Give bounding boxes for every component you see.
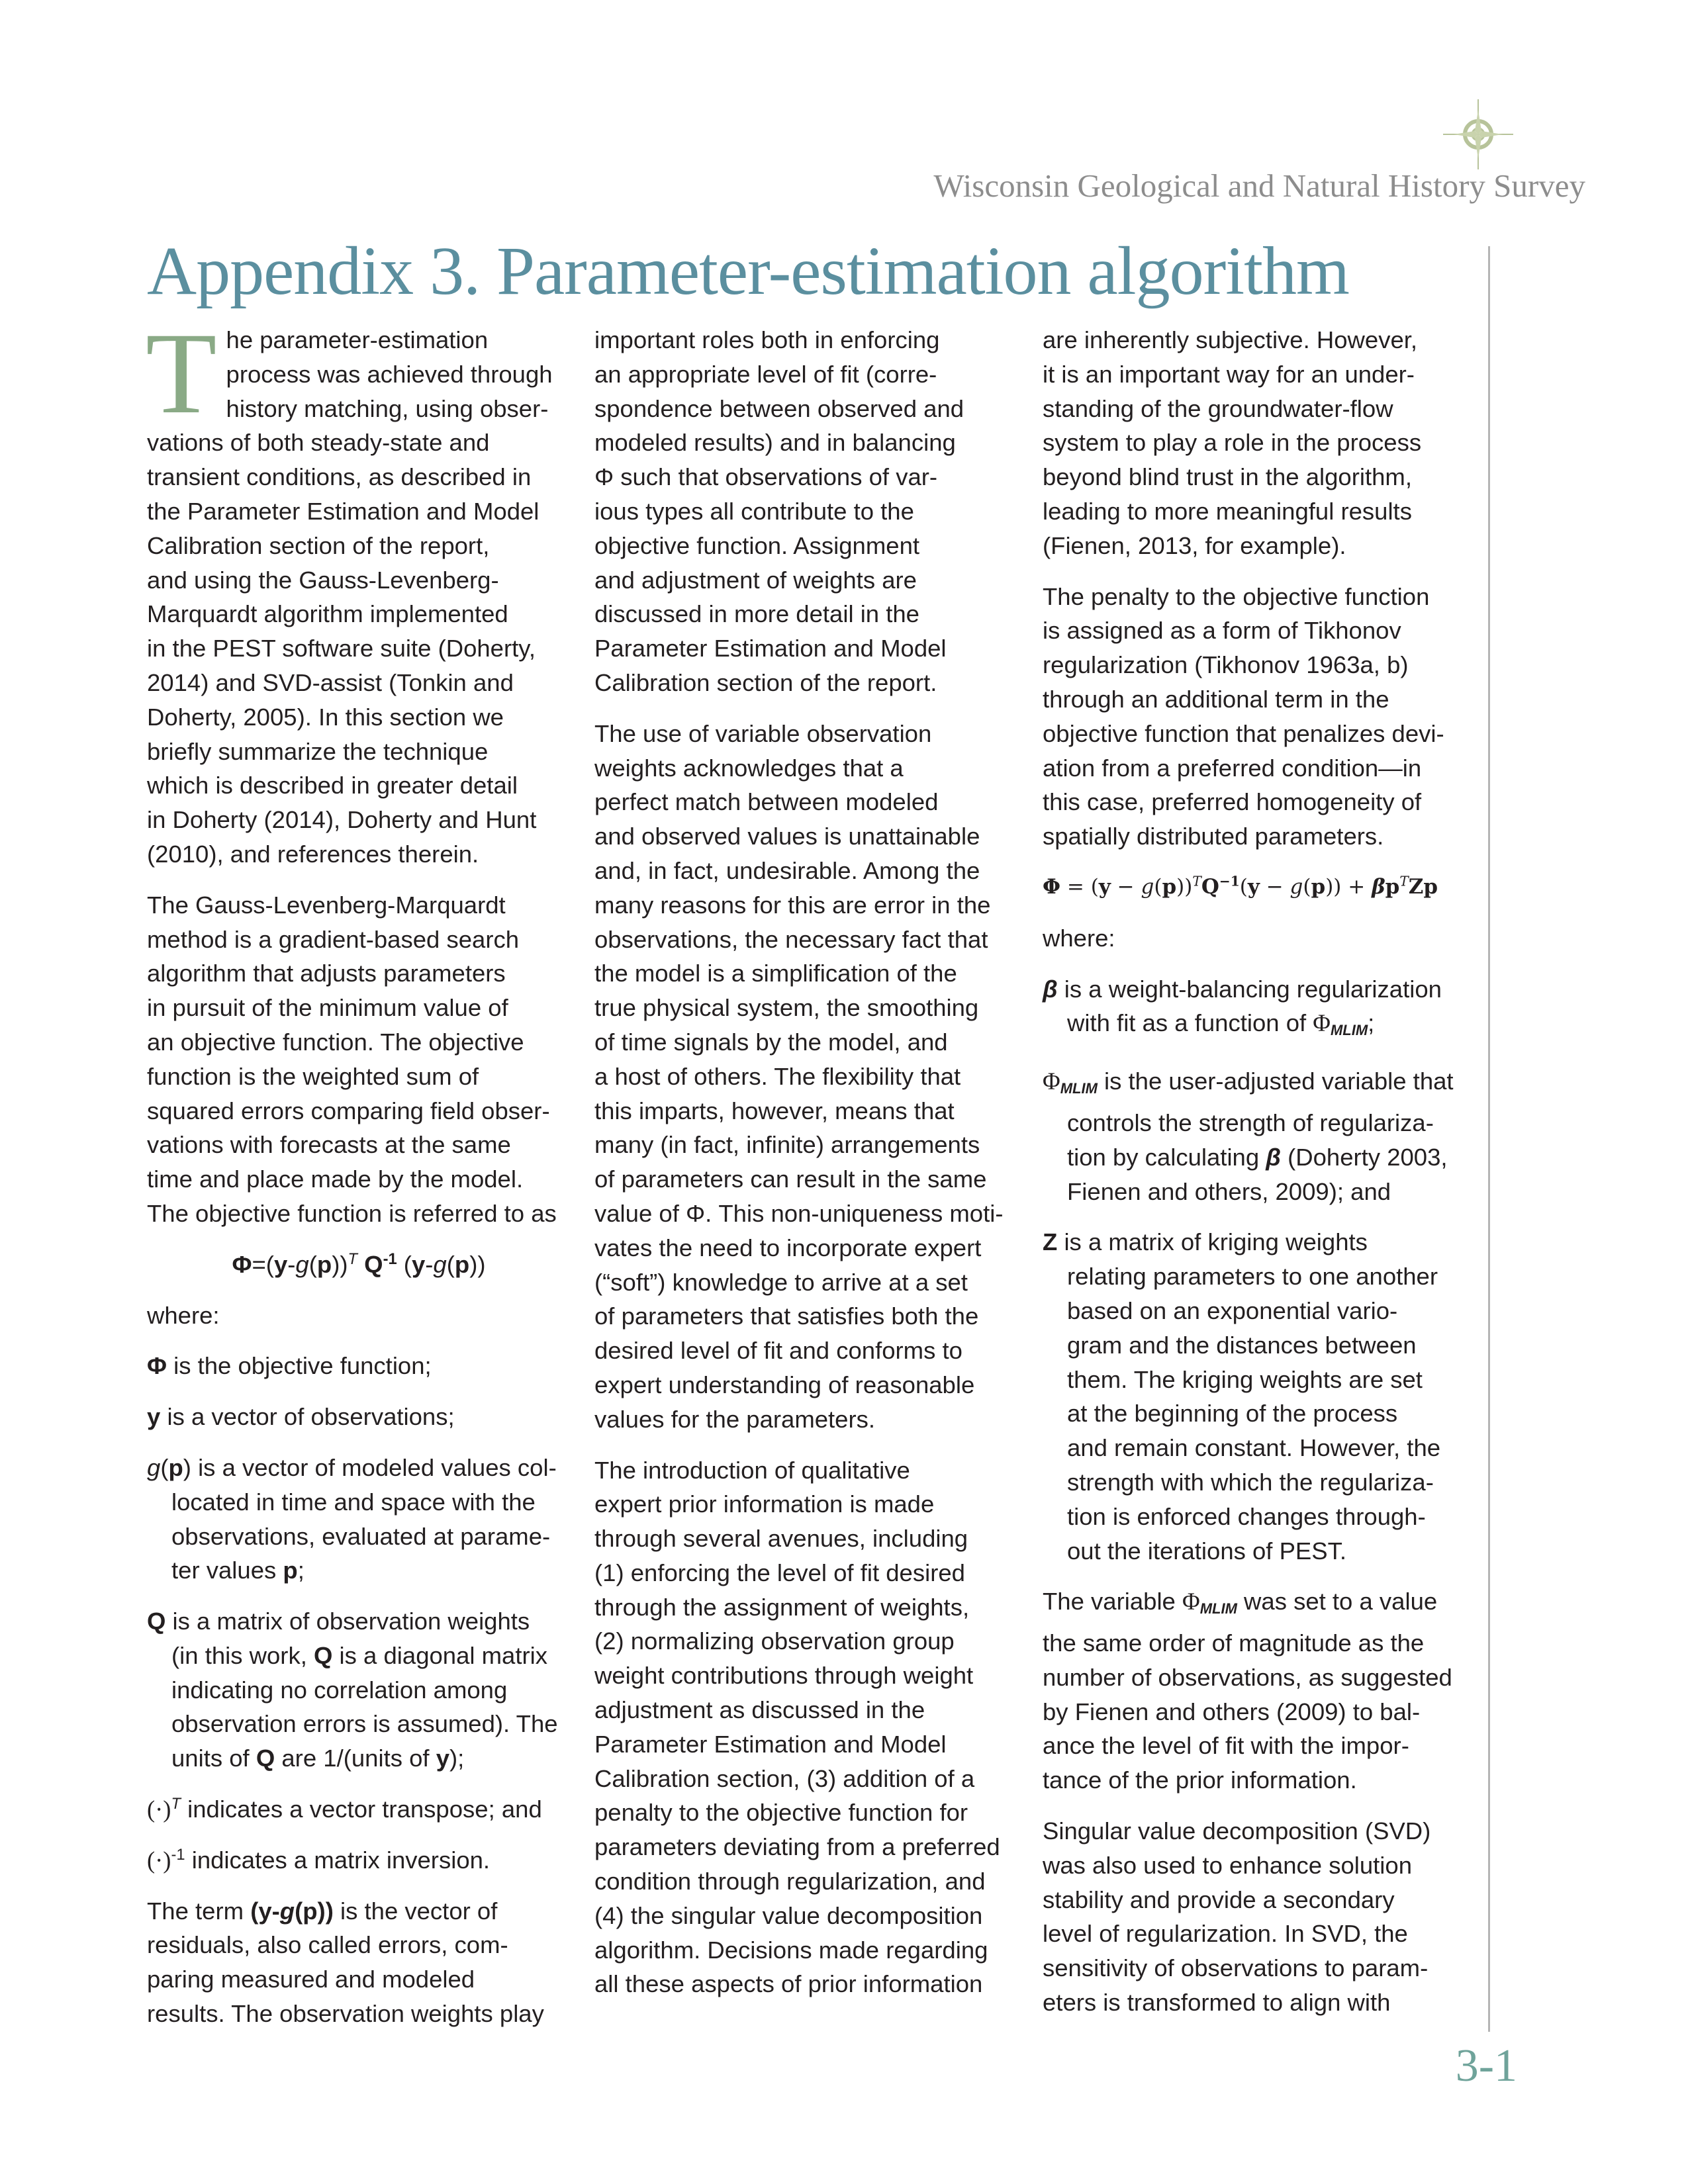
def-part: ) bbox=[183, 1453, 191, 1481]
text-lines bbox=[594, 326, 964, 696]
text-line: are inherently subjective. However, bbox=[1043, 326, 1418, 353]
text-line: history matching, using obser- bbox=[226, 394, 549, 422]
column-3 bbox=[1043, 323, 1466, 2036]
text-line: observations, evaluated at parame- bbox=[171, 1522, 551, 1550]
definition-inversion bbox=[147, 1843, 571, 1878]
text-line: the Parameter Estimation and Model bbox=[147, 497, 539, 525]
survey-name: Wisconsin Geological and Natural History Survey bbox=[933, 167, 1585, 204]
def-text: with fit as a function of bbox=[1067, 1009, 1313, 1037]
def-text: indicating no correlation among bbox=[171, 1676, 508, 1704]
text-line: perfect match between modeled bbox=[594, 788, 939, 816]
def-part: ; bbox=[297, 1557, 305, 1584]
eq-q: Q bbox=[364, 1250, 383, 1278]
text-line: paring measured and modeled bbox=[147, 1966, 475, 1993]
text-line: condition through regularization, and bbox=[594, 1868, 986, 1895]
paragraph bbox=[594, 323, 1011, 700]
def-text: is a matrix of observation weights bbox=[165, 1608, 530, 1635]
text-line: the same order of magnitude as the bbox=[1043, 1629, 1425, 1657]
text-line: located in time and space with the bbox=[171, 1488, 536, 1516]
eq-p: p bbox=[1385, 874, 1400, 899]
definition-z bbox=[1043, 1225, 1466, 1568]
text-line: of time signals by the model, and bbox=[594, 1028, 948, 1056]
def-symbol: y bbox=[147, 1403, 161, 1431]
def-text: is the objective function; bbox=[166, 1352, 432, 1380]
paragraph bbox=[1043, 580, 1466, 854]
def-text: (in this work, bbox=[171, 1641, 314, 1669]
eq-part: ( bbox=[397, 1250, 412, 1278]
text-line: this case, preferred homogeneity of bbox=[1043, 788, 1422, 816]
text-lines bbox=[147, 1931, 544, 2027]
def-symbol: β bbox=[1043, 975, 1058, 1003]
definition-transpose bbox=[147, 1792, 571, 1827]
text-line: spatially distributed parameters. bbox=[1043, 823, 1384, 850]
column-1 bbox=[146, 309, 571, 2048]
def-text: tion by calculating bbox=[1067, 1143, 1266, 1171]
text: was set to a value bbox=[1237, 1588, 1438, 1615]
def-text: (Doherty 2003, bbox=[1280, 1143, 1448, 1171]
paragraph bbox=[147, 1894, 571, 2031]
text-line: Parameter Estimation and Model bbox=[594, 1730, 947, 1758]
text-line: vates the need to incorporate expert bbox=[594, 1234, 982, 1261]
text-line: based on an exponential vario- bbox=[1067, 1297, 1398, 1324]
text-line: discussed in more detail in the bbox=[594, 600, 919, 628]
eq-part: - bbox=[287, 1250, 296, 1278]
def-text: is the user-adjusted variable that bbox=[1097, 1068, 1454, 1095]
drop-cap: T bbox=[146, 309, 217, 438]
text-line: gram and the distances between bbox=[1067, 1331, 1417, 1359]
eq-p: p bbox=[454, 1250, 470, 1278]
def-text: units of bbox=[171, 1745, 256, 1772]
definition-phi-mlim bbox=[1043, 1064, 1466, 1208]
text-line: Parameter Estimation and Model bbox=[594, 635, 947, 662]
eq-part: − bbox=[1110, 874, 1141, 899]
def-text: is a vector of modeled values col- bbox=[191, 1453, 557, 1481]
def-sub: MLIM bbox=[1060, 1080, 1098, 1097]
def-symbol: Q bbox=[314, 1641, 333, 1669]
text-lines bbox=[594, 1457, 1000, 1998]
text-lines bbox=[1043, 1629, 1452, 1794]
eq-part: =( bbox=[252, 1250, 274, 1278]
text-line: The use of variable observation bbox=[594, 719, 932, 747]
text-line: important roles both in enforcing bbox=[594, 326, 940, 353]
paragraph bbox=[147, 888, 571, 1231]
paragraph bbox=[594, 717, 1011, 1437]
text-line: parameters deviating from a preferred bbox=[594, 1833, 1000, 1861]
text-line: beyond blind trust in the algorithm, bbox=[1043, 463, 1412, 491]
text-line: which is described in greater detail bbox=[147, 772, 518, 799]
paragraph bbox=[1043, 1814, 1466, 2020]
def-symbol: (·) bbox=[147, 1846, 171, 1874]
page-number: 3-1 bbox=[1455, 2040, 1517, 2091]
text-line: stability and provide a secondary bbox=[1043, 1886, 1395, 1913]
text-lines bbox=[1067, 1263, 1440, 1564]
eq-part: ( bbox=[1154, 874, 1162, 899]
def-symbol: Φ bbox=[147, 1352, 167, 1380]
text-line: this imparts, however, means that bbox=[594, 1097, 955, 1124]
eq-g: g bbox=[433, 1250, 447, 1278]
text-line: strength with which the regulariza- bbox=[1067, 1468, 1434, 1496]
eq-beta: β bbox=[1372, 874, 1385, 899]
text-lines bbox=[147, 891, 557, 1227]
def-text: controls the strength of regulariza- bbox=[1067, 1109, 1434, 1136]
eq-inverse: −1 bbox=[1219, 873, 1240, 889]
paragraph bbox=[594, 1453, 1011, 2002]
text-line: Calibration section, (3) addition of a bbox=[594, 1764, 975, 1792]
text-line: in the PEST software suite (Doherty, bbox=[147, 635, 536, 662]
text-line: level of regularization. In SVD, the bbox=[1043, 1920, 1408, 1948]
def-sup: -1 bbox=[171, 1846, 185, 1864]
text-lines bbox=[171, 1488, 550, 1550]
def-symbol: p bbox=[283, 1557, 298, 1584]
eq-p: p bbox=[1311, 874, 1326, 899]
def-symbol: g bbox=[147, 1453, 161, 1481]
text-line: tance of the prior information. bbox=[1043, 1766, 1357, 1794]
text-line: (“soft”) knowledge to arrive at a set bbox=[594, 1268, 968, 1296]
eq-y: y bbox=[1247, 874, 1260, 899]
eq-y: y bbox=[411, 1250, 426, 1278]
text-line: by Fienen and others (2009) to bal- bbox=[1043, 1698, 1421, 1725]
text-line: weight contributions through weight bbox=[594, 1662, 974, 1690]
text-lines bbox=[594, 720, 1004, 1433]
text-line: method is a gradient-based search bbox=[147, 925, 520, 953]
text-line: modeled results) and in balancing bbox=[594, 429, 956, 457]
text-line: of parameters can result in the same bbox=[594, 1165, 987, 1193]
eq-part: − bbox=[1259, 874, 1290, 899]
text-line: Φ such that observations of var- bbox=[594, 463, 938, 491]
text-line: Marquardt algorithm implemented bbox=[147, 600, 508, 628]
text-line: true physical system, the smoothing bbox=[594, 994, 979, 1022]
text-line: Singular value decomposition (SVD) bbox=[1043, 1817, 1431, 1845]
eq-g: g bbox=[1141, 874, 1154, 899]
survey-logo-icon bbox=[1442, 98, 1515, 171]
text-line: (2010), and references therein. bbox=[147, 840, 479, 868]
def-text: is a diagonal matrix bbox=[332, 1641, 548, 1669]
text-line: system to play a role in the process bbox=[1043, 429, 1422, 457]
def-part: ); bbox=[449, 1745, 465, 1772]
def-text: ter values bbox=[171, 1557, 283, 1584]
text-line: of parameters that satisfies both the bbox=[594, 1302, 979, 1330]
text-line: ious types all contribute to the bbox=[594, 497, 914, 525]
where-label: where: bbox=[147, 1301, 220, 1329]
text-sub: MLIM bbox=[1199, 1600, 1237, 1617]
def-part: ( bbox=[160, 1453, 169, 1481]
text-line: Calibration section of the report, bbox=[147, 531, 490, 559]
text-line: spondence between observed and bbox=[594, 394, 964, 422]
text-line: an objective function. The objective bbox=[147, 1028, 524, 1056]
text-line: he parameter-estimation bbox=[226, 326, 489, 353]
text-line: (2) normalizing observation group bbox=[594, 1627, 955, 1655]
eq-part: ( bbox=[446, 1250, 455, 1278]
eq-g: g bbox=[1289, 874, 1303, 899]
def-sub: MLIM bbox=[1330, 1022, 1368, 1039]
definition-phi bbox=[147, 1349, 571, 1383]
text-line: Calibration section of the report. bbox=[594, 668, 937, 696]
text-line: squared errors comparing field obser- bbox=[147, 1097, 550, 1124]
text-line: residuals, also called errors, com- bbox=[147, 1931, 508, 1959]
def-symbol: p bbox=[168, 1453, 183, 1481]
def-symbol: Z bbox=[1043, 1228, 1058, 1256]
text-line: through an additional term in the bbox=[1043, 685, 1389, 713]
eq-g: g bbox=[295, 1250, 309, 1278]
text-line: leading to more meaningful results bbox=[1043, 497, 1412, 525]
text-line: values for the parameters. bbox=[594, 1405, 876, 1433]
text-symbol: Φ bbox=[1182, 1588, 1200, 1615]
text-line: (Fienen, 2013, for example). bbox=[1043, 531, 1346, 559]
text-line: and, in fact, undesirable. Among the bbox=[594, 856, 980, 884]
text-line: algorithm. Decisions made regarding bbox=[594, 1936, 988, 1964]
eq-part: ( bbox=[1303, 874, 1311, 899]
def-symbol: Φ bbox=[1313, 1009, 1331, 1037]
text-line: is assigned as a form of Tikhonov bbox=[1043, 617, 1401, 645]
text-line: sensitivity of observations to param- bbox=[1043, 1954, 1429, 1982]
column-rule bbox=[1488, 246, 1490, 2032]
text-lines bbox=[1043, 1817, 1430, 2016]
eq-part: ) bbox=[469, 1250, 478, 1278]
text-line: them. The kriging weights are set bbox=[1067, 1365, 1423, 1393]
text-line: objective function. Assignment bbox=[594, 531, 920, 559]
def-text: indicates a vector transpose; and bbox=[180, 1796, 542, 1823]
def-text: observation errors is assumed). The bbox=[171, 1710, 558, 1738]
eq-part: ( bbox=[1090, 874, 1099, 899]
text-line: process was achieved through bbox=[226, 360, 553, 388]
eq-y: y bbox=[273, 1250, 288, 1278]
text-bold-italic: g bbox=[279, 1897, 295, 1925]
text-line: in Doherty (2014), Doherty and Hunt bbox=[147, 806, 537, 834]
paragraph bbox=[1043, 323, 1466, 563]
eq-part: + bbox=[1341, 874, 1372, 899]
eq-transpose: T bbox=[1192, 873, 1201, 889]
text: The term bbox=[147, 1897, 251, 1925]
text-line: desired level of fit and conforms to bbox=[594, 1337, 962, 1365]
text-line: results. The observation weights play bbox=[147, 2000, 544, 2028]
eq-part: ) bbox=[477, 1250, 486, 1278]
equation-regularized bbox=[1043, 870, 1466, 905]
text-line: algorithm that adjusts parameters bbox=[147, 960, 506, 987]
eq-part: )) bbox=[1325, 874, 1342, 899]
text-line: all these aspects of prior information bbox=[594, 1970, 983, 1998]
text-line: many (in fact, infinite) arrangements bbox=[594, 1131, 980, 1159]
eq-p: p bbox=[1162, 874, 1177, 899]
eq-zp: Zp bbox=[1408, 874, 1438, 899]
text-line: vations of both steady-state and bbox=[147, 429, 490, 457]
text: is the vector of bbox=[333, 1897, 498, 1925]
text-line: the model is a simplification of the bbox=[594, 960, 957, 987]
text-line: a host of others. The flexibility that bbox=[594, 1062, 961, 1090]
def-symbol: Q bbox=[147, 1608, 166, 1635]
text-line: weights acknowledges that a bbox=[594, 754, 904, 782]
text-line: through the assignment of weights, bbox=[594, 1593, 970, 1621]
text-line: an appropriate level of fit (corre- bbox=[594, 360, 937, 388]
text-line: 2014) and SVD-assist (Tonkin and bbox=[147, 668, 514, 696]
text-lines bbox=[1043, 583, 1444, 850]
text-line: Doherty, 2005). In this section we bbox=[147, 703, 504, 731]
text-line: The Gauss-Levenberg-Marquardt bbox=[147, 891, 506, 919]
def-text: Fienen and others, 2009); and bbox=[1067, 1177, 1391, 1205]
definition-beta bbox=[1043, 972, 1466, 1048]
def-text: indicates a matrix inversion. bbox=[185, 1846, 491, 1874]
text-line: relating parameters to one another bbox=[1067, 1263, 1438, 1291]
text-line: briefly summarize the technique bbox=[147, 737, 489, 765]
def-symbol: Φ bbox=[1043, 1068, 1060, 1095]
def-symbol: Q bbox=[256, 1745, 275, 1772]
text-line: tion is enforced changes through- bbox=[1067, 1502, 1426, 1530]
eq-phi: Φ bbox=[1043, 874, 1061, 899]
def-sup: T bbox=[171, 1795, 181, 1813]
text-line: expert prior information is made bbox=[594, 1490, 935, 1518]
text-line: out the iterations of PEST. bbox=[1067, 1537, 1347, 1565]
text-line: The penalty to the objective function bbox=[1043, 582, 1430, 610]
def-text: is a weight-balancing regularization bbox=[1057, 975, 1442, 1003]
def-text: is a vector of observations; bbox=[160, 1403, 455, 1431]
definition-y bbox=[147, 1400, 571, 1434]
text-line: many reasons for this are error in the bbox=[594, 891, 991, 919]
text-line: observations, the necessary fact that bbox=[594, 925, 988, 953]
definition-q bbox=[147, 1604, 571, 1776]
text-line: value of Φ. This non-uniqueness moti- bbox=[594, 1199, 1004, 1227]
text-line: and remain constant. However, the bbox=[1067, 1434, 1441, 1462]
text-line: regularization (Tikhonov 1963a, b) bbox=[1043, 651, 1409, 679]
text-line: transient conditions, as described in bbox=[147, 463, 532, 491]
text-line: standing of the groundwater-flow bbox=[1043, 394, 1393, 422]
text-line: The objective function is referred to as bbox=[147, 1199, 557, 1227]
text-line: ation from a preferred condition—in bbox=[1043, 754, 1422, 782]
eq-part: ( bbox=[308, 1250, 317, 1278]
text-line: The introduction of qualitative bbox=[594, 1456, 910, 1484]
text-line: number of observations, as suggested bbox=[1043, 1663, 1452, 1691]
text-line: objective function that penalizes devi- bbox=[1043, 719, 1444, 747]
eq-part: ( bbox=[1239, 874, 1248, 899]
text-bold: (y- bbox=[250, 1897, 280, 1925]
eq-p: p bbox=[316, 1250, 332, 1278]
text-line: vations with forecasts at the same bbox=[147, 1131, 511, 1159]
text-line: at the beginning of the process bbox=[1067, 1400, 1398, 1428]
column-2 bbox=[594, 323, 1011, 2018]
eq-y: y bbox=[1098, 874, 1111, 899]
eq-transpose: T bbox=[348, 1250, 357, 1268]
text: The variable bbox=[1043, 1588, 1182, 1615]
eq-part: )) bbox=[1176, 874, 1193, 899]
text-line: expert understanding of reasonable bbox=[594, 1371, 975, 1398]
def-symbol: β bbox=[1266, 1143, 1281, 1171]
paragraph bbox=[146, 309, 571, 872]
paragraph bbox=[1043, 1584, 1466, 1797]
eq-part: - bbox=[425, 1250, 434, 1278]
eq-inverse: -1 bbox=[383, 1250, 397, 1268]
def-symbol: (·) bbox=[147, 1796, 171, 1823]
text-line: (4) the singular value decomposition bbox=[594, 1901, 983, 1929]
eq-phi: Φ bbox=[232, 1250, 252, 1278]
def-text: are 1/(units of bbox=[275, 1745, 436, 1772]
page-title: Appendix 3. Parameter-estimation algorithm bbox=[147, 233, 1349, 309]
text-line: eters is transformed to align with bbox=[1043, 1989, 1391, 2017]
definition-g bbox=[147, 1451, 571, 1588]
text-line: and observed values is unattainable bbox=[594, 823, 980, 850]
text-line: ance the level of fit with the impor- bbox=[1043, 1732, 1409, 1760]
text-line: and using the Gauss-Levenberg- bbox=[147, 566, 499, 594]
text-line: time and place made by the model. bbox=[147, 1165, 524, 1193]
text-line: adjustment as discussed in the bbox=[594, 1696, 925, 1724]
def-symbol: y bbox=[436, 1745, 449, 1772]
def-text: is a matrix of kriging weights bbox=[1057, 1228, 1368, 1256]
text-line: (1) enforcing the level of fit desired bbox=[594, 1559, 965, 1586]
eq-part: )) bbox=[332, 1250, 348, 1278]
text-line: in pursuit of the minimum value of bbox=[147, 994, 508, 1022]
text-line: function is the weighted sum of bbox=[147, 1062, 479, 1090]
text-line: and adjustment of weights are bbox=[594, 566, 917, 594]
eq-transpose: T bbox=[1399, 873, 1409, 889]
text-line: penalty to the objective function for bbox=[594, 1799, 968, 1827]
equation-objective bbox=[147, 1248, 571, 1282]
def-part: ; bbox=[1368, 1009, 1375, 1037]
text-line: through several avenues, including bbox=[594, 1525, 968, 1553]
text-lines bbox=[1043, 326, 1421, 559]
where-label: where: bbox=[1043, 924, 1115, 952]
eq-part: = bbox=[1060, 874, 1091, 899]
text-line: it is an important way for an under- bbox=[1043, 360, 1415, 388]
eq-q: Q bbox=[1201, 874, 1219, 899]
text-line: was also used to enhance solution bbox=[1043, 1851, 1413, 1879]
text-bold: (p)) bbox=[295, 1897, 334, 1925]
